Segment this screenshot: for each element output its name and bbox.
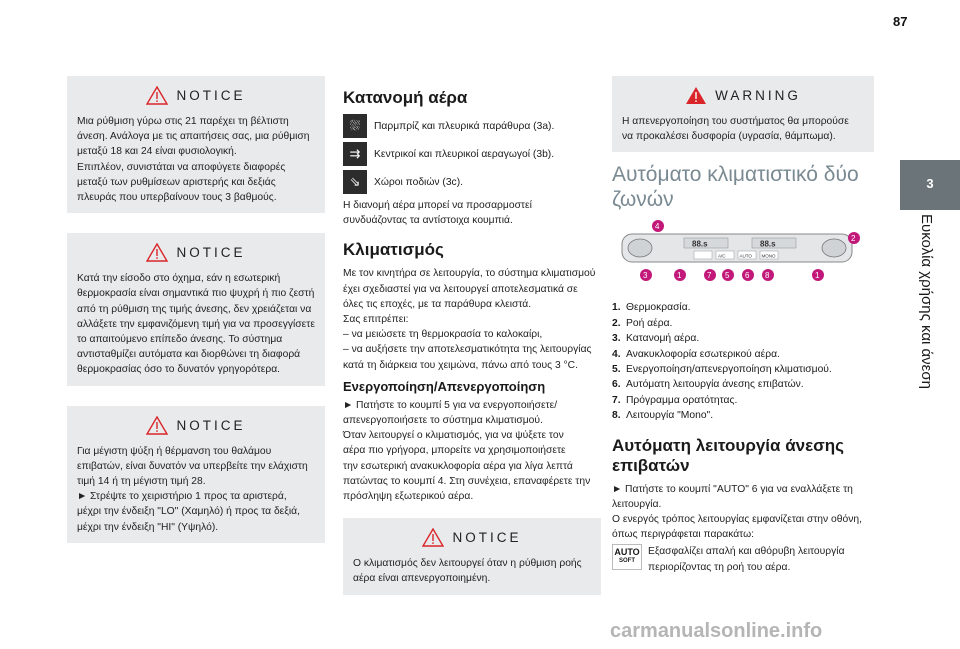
watermark: carmanualsonline.info	[610, 620, 823, 642]
notice-box	[343, 518, 601, 594]
list-item: 6. Αυτόματη λειτουργία άνεσης επιβατών.	[612, 379, 804, 391]
notice-title: NOTICE	[176, 245, 246, 261]
notice-text: Για μέγιστη ψύξη ή θέρμανση του θαλάμου επιβατών, είναι δυνατόν να υπερβείτε την ελάχιστη τιμή 14 ή τη μέγιστη τιμή 28. ► Στρέψτε το χειριστήριο 1 προς τα αριστερά, μέχρι την ένδειξη "LO" (Χαμηλό) ή προς τα δεξιά, μέχρι την ένδειξη "HI" (Υψηλό).	[77, 445, 308, 533]
warning-box	[612, 76, 874, 152]
section-title-air-distribution: Κατανομή αέρα	[343, 88, 468, 107]
auto-soft-row	[612, 544, 874, 574]
list-item: 2. Ροή αέρα.	[612, 317, 673, 329]
list-item: 3. Κατανομή αέρα.	[612, 333, 700, 345]
column-3	[612, 76, 874, 575]
warning-title: WARNING	[715, 88, 801, 103]
auto-comfort-text: ► Πατήστε το κουμπί "AUTO" 6 για να εναλλάξετε τη λειτουργία. Ο ενεργός τρόπος λειτουργίας εμφανίζεται στην οθόνη, όπως περιγράφεται παρακάτω:	[612, 483, 862, 541]
callout-label: 5	[725, 271, 730, 281]
section-title-dual-zone: Αυτόματο κλιματιστικό δύο ζωνών	[612, 163, 859, 212]
notice-title: NOTICE	[176, 88, 246, 103]
air-item: ⇘ Χώροι ποδιών (3c).	[343, 170, 601, 194]
list-item: 8. Λειτουργία "Mono".	[612, 410, 714, 422]
notice-text: Μια ρύθμιση γύρω στις 21 παρέχει τη βέλτιστη άνεση. Ανάλογα με τις απαιτήσεις σας, μια ρύθμιση μεταξύ 18 και 24 είναι φυσιολογική. Επιπλέον, συνιστάται να αποφύγετε διαφορές μεταξύ των ρυθμίσεων αριστερής και δεξιάς πλευράς που υπερβαίνουν τους 3 βαθμούς.	[77, 116, 310, 204]
climate-panel-diagram	[612, 220, 874, 290]
notice-box	[67, 233, 325, 385]
column-2	[343, 88, 601, 615]
warning-triangle-icon	[146, 86, 168, 105]
callout-label: 8	[765, 271, 770, 281]
callout-label: 4	[655, 222, 660, 232]
notice-text: Ο κλιματισμός δεν λειτουργεί όταν η ρύθμιση ροής αέρα είναι απενεργοποιημένη.	[353, 558, 582, 585]
display-left: 88.s	[692, 239, 708, 249]
notice-title: NOTICE	[452, 530, 522, 546]
display-right: 88.s	[760, 239, 776, 249]
column-1	[67, 76, 325, 563]
warning-triangle-icon	[146, 243, 168, 262]
warning-triangle-icon	[685, 86, 707, 105]
callout-label: 1	[677, 271, 682, 281]
control-legend-list	[612, 300, 874, 423]
callout-label: 7	[707, 271, 712, 281]
list-item: 5. Ενεργοποίηση/απενεργοποίηση κλιματισμού.	[612, 364, 832, 376]
windscreen-icon: ⛆	[343, 114, 367, 138]
auto-soft-icon: AUTO SOFT	[612, 544, 642, 570]
notice-box	[67, 406, 325, 543]
ac-text: Με τον κινητήρα σε λειτουργία, το σύστημα κλιματισμού έχει σχεδιαστεί για να λειτουργεί αποτελεσματικά σε όλες τις εποχές, με τα παράθυρα κλειστά. Σας επιτρέπει: – να μειώσετε τη θερμοκρασία το καλοκαίρι, – να αυξήσετε την αποτελεσματικότητα της λειτουργίας κατά τη διάρκεια του χειμώνα, πάνω από τους 3 °C.	[343, 268, 596, 371]
callout-label: 3	[643, 271, 648, 281]
ac-button-label: A/C	[718, 253, 726, 259]
air-item: ⇉ Κεντρικοί και πλευρικοί αεραγωγοί (3b).	[343, 142, 601, 166]
mono-button-label: MONO	[761, 253, 776, 259]
on-off-text: ► Πατήστε το κουμπί 5 για να ενεργοποιήσετε/ απενεργοποιήσετε το σύστημα κλιματισμού. Όταν λειτουργεί ο κλιματισμός, για να ψύξετε τον αέρα πιο γρήγορα, μπορείτε να χρησιμοποιήσετε την εσωτερική ανακυκλοφορία αέρα για λίγα λεπτά πατώντας το κουμπί 4. Στη συνέχεια, επαναφέρετε την πρόσληψη εξωτερικού αέρα.	[343, 399, 591, 503]
auto-button-label: AUTO	[739, 253, 752, 259]
climate-panel-illustration	[612, 220, 874, 290]
list-item: 4. Ανακυκλοφορία εσωτερικού αέρα.	[612, 348, 780, 360]
notice-box	[67, 76, 325, 213]
warning-triangle-icon	[422, 528, 444, 547]
callout-label: 6	[745, 271, 750, 281]
section-title-air-conditioning: Κλιματισμός	[343, 240, 444, 260]
list-item: 1. Θερμοκρασία.	[612, 302, 691, 314]
notice-title: NOTICE	[176, 417, 246, 433]
air-note: Η διανομή αέρα μπορεί να προσαρμοστεί συνδυάζοντας τα αντίστοιχα κουμπιά.	[343, 200, 532, 227]
warning-triangle-icon	[146, 416, 168, 435]
footwell-icon: ⇘	[343, 170, 367, 194]
notice-text: Κατά την είσοδο στο όχημα, εάν η εσωτερική θερμοκρασία είναι σημαντικά πιο ψυχρή ή πιο ζεστή από τη ρύθμιση της τιμής άνεσης, δεν χρειάζεται να αλλάξετε την εμφανιζόμενη τιμή για να προσεγγίσετε το απαιτούμενο επίπεδο άνεσης. Το σύστημα αντισταθμίζει αυτόματα και διορθώνει τη διαφορά θερμοκρασίας όσο το δυνατόν γρηγορότερα.	[77, 273, 315, 376]
air-item: ⛆ Παρμπρίζ και πλευρικά παράθυρα (3a).	[343, 114, 601, 138]
warning-text: Η απενεργοποίηση του συστήματος θα μπορούσε να προκαλέσει δυσφορία (υγρασία, θάμπωμα).	[622, 116, 849, 143]
callout-label: 1	[815, 271, 820, 281]
callout-label: 2	[851, 234, 856, 244]
auto-soft-text: Εξασφαλίζει απαλή και αθόρυβη λειτουργία περιορίζοντας τη ροή του αέρα.	[648, 546, 845, 573]
face-vents-icon: ⇉	[343, 142, 367, 166]
page-number: 87	[893, 14, 908, 29]
chapter-number: 3	[926, 176, 934, 191]
chapter-title: Ευκολία χρήσης και άνεση	[918, 214, 935, 389]
section-title-auto-comfort: Αυτόματη λειτουργία άνεσης επιβατών	[612, 435, 845, 475]
list-item: 7. Πρόγραμμα ορατότητας.	[612, 394, 738, 406]
subsection-title-on-off: Ενεργοποίηση/Απενεργοποίηση	[343, 378, 546, 394]
